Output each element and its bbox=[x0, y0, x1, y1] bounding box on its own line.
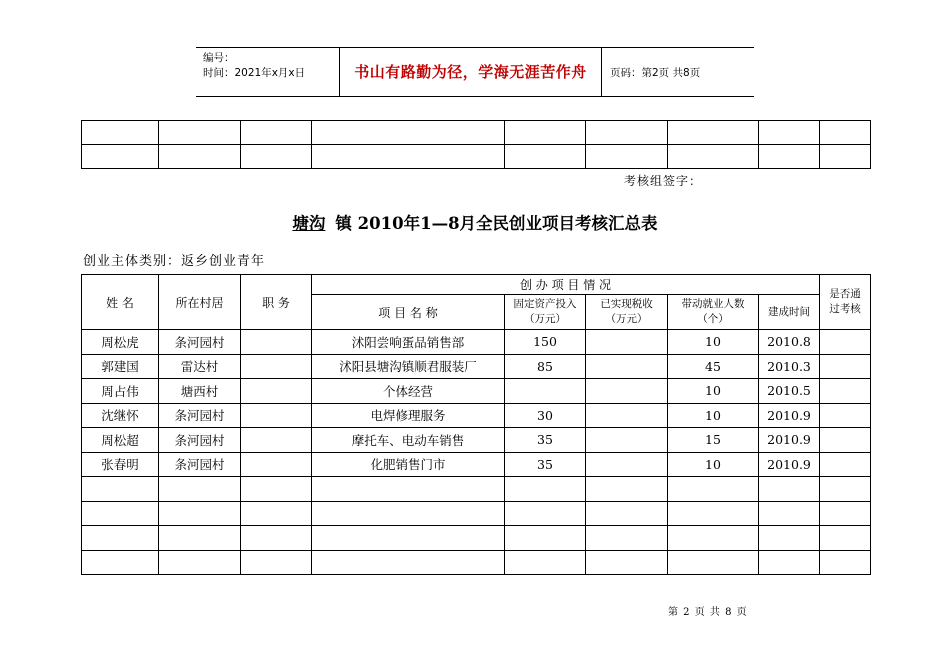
table-cell bbox=[312, 121, 505, 145]
col-header-position: 职 务 bbox=[241, 275, 312, 330]
cell-jobs: 10 bbox=[668, 330, 759, 355]
cell-position bbox=[241, 354, 312, 379]
table-row bbox=[82, 452, 871, 477]
table-cell bbox=[505, 121, 586, 145]
table-cell bbox=[159, 477, 241, 502]
table-cell bbox=[759, 501, 820, 526]
table-row bbox=[82, 330, 871, 355]
cell-assets bbox=[505, 379, 586, 404]
cell-village: 塘西村 bbox=[159, 379, 241, 404]
cell-position bbox=[241, 379, 312, 404]
header-meta bbox=[203, 51, 305, 81]
table-cell bbox=[820, 145, 871, 169]
cell-position bbox=[241, 403, 312, 428]
table-cell bbox=[586, 501, 668, 526]
cell-assets: 35 bbox=[505, 428, 586, 453]
col-header-build-time: 建成时间 bbox=[759, 295, 820, 330]
table-row bbox=[82, 145, 871, 169]
cell-project: 沭阳县塘沟镇顺君服装厂 bbox=[312, 354, 505, 379]
tax-unit: （万元） bbox=[605, 313, 648, 325]
table-cell bbox=[312, 477, 505, 502]
table-cell bbox=[159, 550, 241, 575]
empty-row bbox=[82, 550, 871, 575]
table-cell bbox=[82, 501, 159, 526]
table-cell bbox=[159, 121, 241, 145]
header-row bbox=[82, 275, 871, 295]
cell-time: 2010.8 bbox=[759, 330, 820, 355]
table-cell bbox=[668, 145, 759, 169]
cell-time: 2010.9 bbox=[759, 452, 820, 477]
table-cell bbox=[668, 121, 759, 145]
cell-name: 张春明 bbox=[82, 452, 159, 477]
cell-name: 郭建国 bbox=[82, 354, 159, 379]
cell-pass bbox=[820, 354, 871, 379]
table-cell bbox=[505, 550, 586, 575]
cell-tax bbox=[586, 403, 668, 428]
col-header-project-situation: 创 办 项 目 情 况 bbox=[312, 275, 820, 295]
header-number-label: 编号： bbox=[203, 52, 235, 64]
cell-assets: 85 bbox=[505, 354, 586, 379]
cell-pass bbox=[820, 452, 871, 477]
jobs-unit: （个） bbox=[697, 313, 729, 325]
previous-table-fragment bbox=[81, 120, 871, 169]
empty-row bbox=[82, 477, 871, 502]
cell-project: 沭阳尝响蛋品销售部 bbox=[312, 330, 505, 355]
table-cell bbox=[759, 477, 820, 502]
header-bottom-rule bbox=[196, 96, 754, 97]
cell-project: 化肥销售门市 bbox=[312, 452, 505, 477]
cell-tax bbox=[586, 452, 668, 477]
table-row bbox=[82, 379, 871, 404]
cell-assets: 30 bbox=[505, 403, 586, 428]
table-row bbox=[82, 121, 871, 145]
summary-table bbox=[81, 274, 871, 575]
cell-jobs: 45 bbox=[668, 354, 759, 379]
table-cell bbox=[820, 121, 871, 145]
header-page-label: 页码：第2页 共8页 bbox=[610, 67, 701, 79]
tax-label: 已实现税收 bbox=[600, 298, 653, 310]
header-time-label: 时间：2021年x月x日 bbox=[203, 67, 306, 79]
cell-village: 条河园村 bbox=[159, 330, 241, 355]
cell-name: 周占伟 bbox=[82, 379, 159, 404]
table-cell bbox=[586, 477, 668, 502]
col-header-name: 姓 名 bbox=[82, 275, 159, 330]
category-label: 创业主体类别：返乡创业青年 bbox=[83, 254, 266, 269]
table-cell bbox=[82, 477, 159, 502]
table-cell bbox=[586, 121, 668, 145]
table-cell bbox=[586, 526, 668, 551]
table-cell bbox=[241, 550, 312, 575]
table-row bbox=[82, 354, 871, 379]
table-cell bbox=[82, 550, 159, 575]
table-cell bbox=[668, 550, 759, 575]
empty-row bbox=[82, 526, 871, 551]
cell-project: 摩托车、电动车销售 bbox=[312, 428, 505, 453]
cell-name: 周松超 bbox=[82, 428, 159, 453]
table-cell bbox=[820, 526, 871, 551]
cell-time: 2010.5 bbox=[759, 379, 820, 404]
table-row bbox=[82, 428, 871, 453]
table-cell bbox=[159, 501, 241, 526]
cell-village: 条河园村 bbox=[159, 403, 241, 428]
table-cell bbox=[312, 501, 505, 526]
cell-jobs: 10 bbox=[668, 379, 759, 404]
table-cell bbox=[241, 477, 312, 502]
col-header-tax bbox=[586, 295, 668, 330]
title-town: 塘沟 bbox=[292, 214, 326, 233]
table-cell bbox=[759, 121, 820, 145]
cell-assets: 35 bbox=[505, 452, 586, 477]
header-motto: 书山有路勤为径，学海无涯苦作舟 bbox=[354, 63, 587, 81]
cell-name: 沈继怀 bbox=[82, 403, 159, 428]
table-cell bbox=[505, 477, 586, 502]
table-cell bbox=[82, 121, 159, 145]
table-cell bbox=[241, 121, 312, 145]
cell-village: 雷达村 bbox=[159, 354, 241, 379]
empty-row bbox=[82, 501, 871, 526]
cell-jobs: 10 bbox=[668, 452, 759, 477]
cell-jobs: 10 bbox=[668, 403, 759, 428]
signature-label: 考核组签字： bbox=[624, 174, 703, 188]
fixed-assets-unit: （万元） bbox=[524, 313, 566, 325]
table-cell bbox=[312, 526, 505, 551]
cell-tax bbox=[586, 428, 668, 453]
table-row bbox=[82, 403, 871, 428]
col-header-jobs bbox=[668, 295, 759, 330]
table-cell bbox=[159, 145, 241, 169]
table-cell bbox=[759, 550, 820, 575]
table-cell bbox=[820, 501, 871, 526]
cell-position bbox=[241, 428, 312, 453]
table-cell bbox=[820, 550, 871, 575]
cell-pass bbox=[820, 428, 871, 453]
cell-pass bbox=[820, 403, 871, 428]
table-cell bbox=[159, 526, 241, 551]
cell-jobs: 15 bbox=[668, 428, 759, 453]
page-footer: 第 2 页 共 8 页 bbox=[668, 607, 748, 618]
table-cell bbox=[668, 477, 759, 502]
cell-position bbox=[241, 330, 312, 355]
page-title bbox=[0, 210, 950, 234]
cell-time: 2010.9 bbox=[759, 428, 820, 453]
cell-time: 2010.3 bbox=[759, 354, 820, 379]
table-cell bbox=[82, 526, 159, 551]
cell-project: 个体经营 bbox=[312, 379, 505, 404]
cell-project: 电焊修理服务 bbox=[312, 403, 505, 428]
cell-tax bbox=[586, 354, 668, 379]
table-cell bbox=[668, 501, 759, 526]
cell-village: 条河园村 bbox=[159, 428, 241, 453]
cell-tax bbox=[586, 330, 668, 355]
col-header-passed: 是否通过考核 bbox=[820, 275, 871, 330]
table-cell bbox=[586, 145, 668, 169]
jobs-label: 带动就业人数 bbox=[681, 298, 745, 310]
cell-pass bbox=[820, 379, 871, 404]
table-cell bbox=[505, 145, 586, 169]
table-cell bbox=[759, 145, 820, 169]
cell-position bbox=[241, 452, 312, 477]
table-cell bbox=[668, 526, 759, 551]
cell-assets: 150 bbox=[505, 330, 586, 355]
table-cell bbox=[312, 550, 505, 575]
cell-tax bbox=[586, 379, 668, 404]
col-header-village: 所在村居 bbox=[159, 275, 241, 330]
col-header-project-name: 项 目 名 称 bbox=[312, 295, 505, 330]
table-cell bbox=[759, 526, 820, 551]
table-cell bbox=[586, 550, 668, 575]
cell-village: 条河园村 bbox=[159, 452, 241, 477]
col-header-fixed-assets bbox=[505, 295, 586, 330]
table-cell bbox=[82, 145, 159, 169]
cell-pass bbox=[820, 330, 871, 355]
table-cell bbox=[505, 526, 586, 551]
table-cell bbox=[241, 501, 312, 526]
cell-name: 周松虎 bbox=[82, 330, 159, 355]
table-cell bbox=[241, 145, 312, 169]
table-cell bbox=[820, 477, 871, 502]
table-cell bbox=[505, 501, 586, 526]
table-cell bbox=[312, 145, 505, 169]
title-rest: 镇 2010年1—8月全民创业项目考核汇总表 bbox=[335, 214, 658, 233]
table-cell bbox=[241, 526, 312, 551]
fixed-assets-label: 固定资产投入 bbox=[513, 298, 577, 310]
cell-time: 2010.9 bbox=[759, 403, 820, 428]
